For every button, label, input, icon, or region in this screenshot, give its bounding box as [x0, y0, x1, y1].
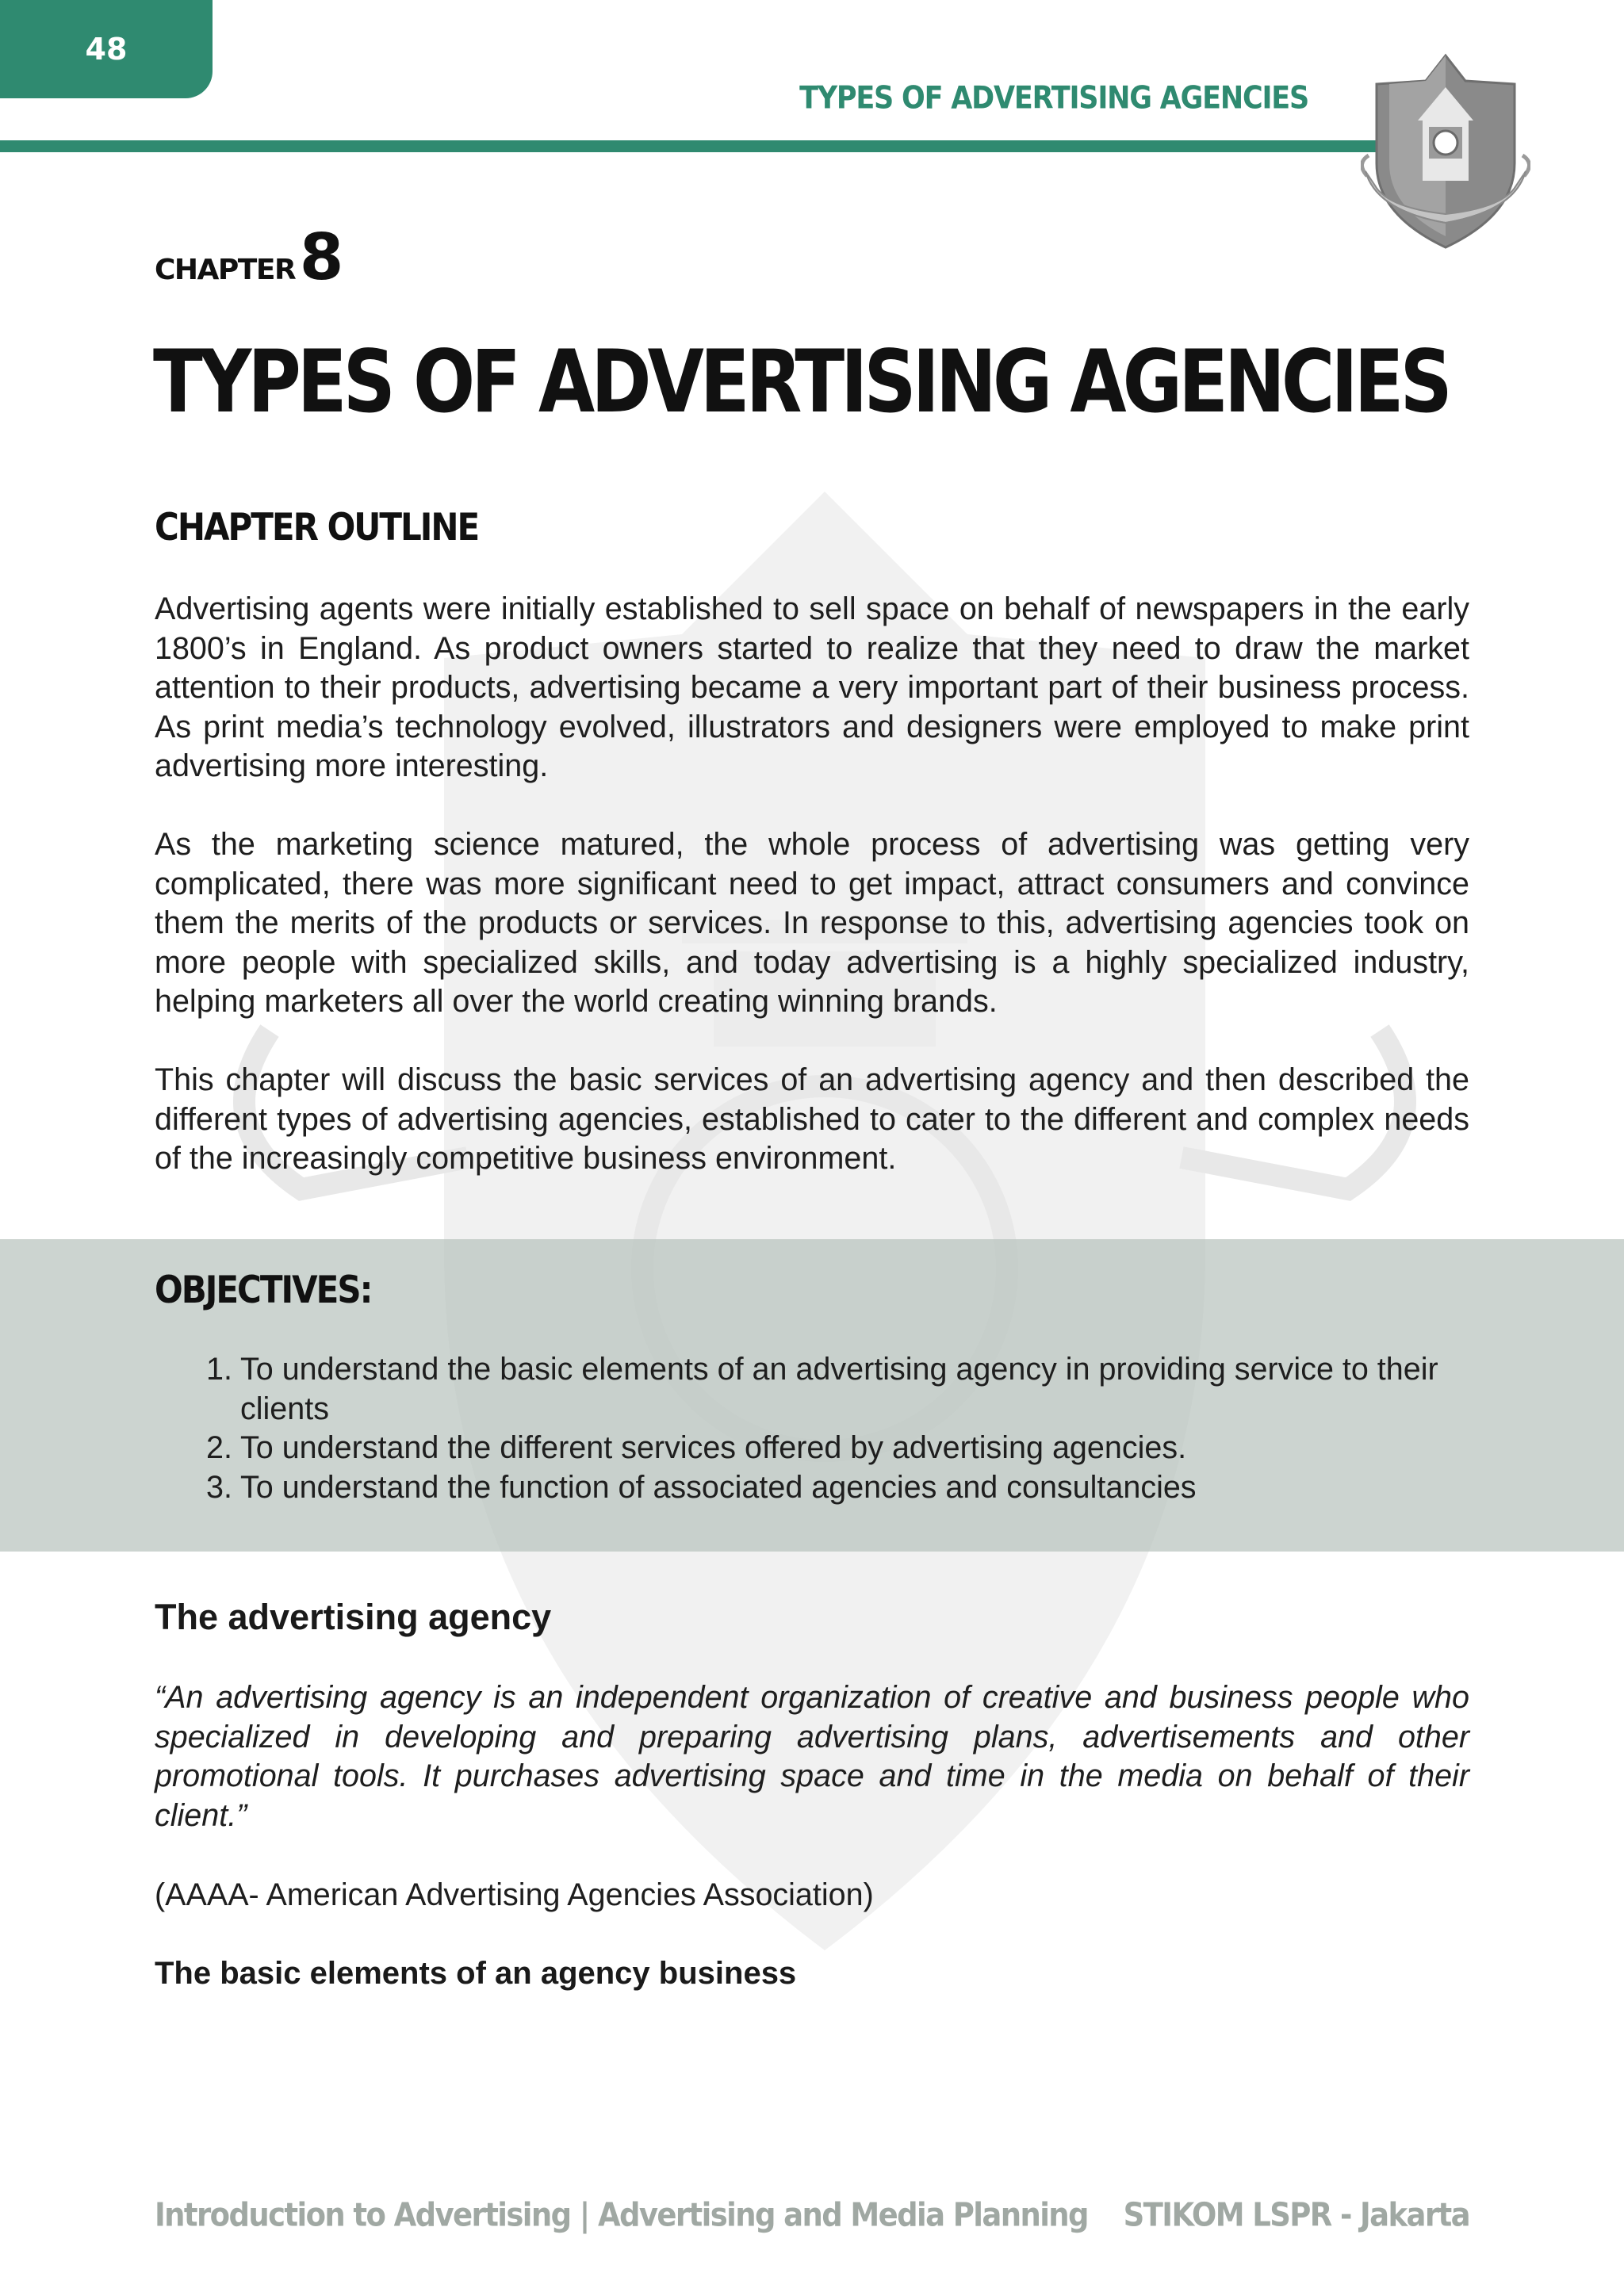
objective-item: 3. To understand the function of associated agencies and consultancies — [206, 1469, 1197, 1505]
chapter-number: 8 — [299, 220, 343, 294]
chapter-title: TYPES OF ADVERTISING AGENCIES — [153, 331, 1449, 432]
objectives-heading: OBJECTIVES: — [155, 1268, 372, 1312]
page-number: 48 — [85, 32, 128, 67]
running-head: TYPES OF ADVERTISING AGENCIES — [799, 80, 1308, 117]
chapter-label — [155, 220, 342, 294]
quote-source: (AAAA- American Advertising Agencies Association) — [155, 1877, 874, 1912]
basic-elements-heading: The basic elements of an agency business — [155, 1956, 797, 1991]
objectives-list — [155, 1350, 1469, 1507]
chapter-word: CHAPTER — [155, 254, 296, 286]
outline-paragraph-2: As the marketing science matured, the whole process of advertising was getting very complicated, there was more significant need to get impact, attract consumers and convince them the merits of the products or services. In response to this, advertising agencies took on more people with specialized skills, and today advertising is a highly specialized industry, helping marketers all over the world creating winning brands. — [155, 827, 1469, 1019]
objective-item: 1. To understand the basic elements of an advertising agency in providing service to their clients — [206, 1352, 1438, 1426]
outline-paragraph-3: This chapter will discuss the basic services of an advertising agency and then described the different types of advertising agencies, established to cater to the different and complex needs of the increasingly competitive business environment. — [155, 1062, 1469, 1176]
advertising-agency-heading: The advertising agency — [155, 1597, 552, 1637]
chapter-outline-heading: CHAPTER OUTLINE — [155, 505, 479, 549]
page-number-tab — [0, 0, 213, 98]
stikom-lspr-crest-icon — [1361, 52, 1530, 251]
footer-institution: STIKOM LSPR - Jakarta — [1123, 2196, 1469, 2234]
outline-paragraph-1: Advertising agents were initially established to sell space on behalf of newspapers in the early 1800’s in England. As product owners started to realize that they need to draw the market attention to their products, advertising became a very important part of their business process. As print media’s technology evolved, illustrators and designers were employed to make print advertising more interesting. — [155, 591, 1469, 783]
footer-course-title: Introduction to Advertising | Advertising and Media Planning — [155, 2196, 1088, 2234]
definition-quote: “An advertising agency is an independent organization of creative and business people who specialized in developing and preparing advertising plans, advertisements and other promotional tools. It purchases advertising space and time in the media on behalf of their client.” — [155, 1680, 1469, 1833]
header-rule — [0, 140, 1396, 152]
objective-item: 2. To understand the different services offered by advertising agencies. — [206, 1430, 1187, 1465]
